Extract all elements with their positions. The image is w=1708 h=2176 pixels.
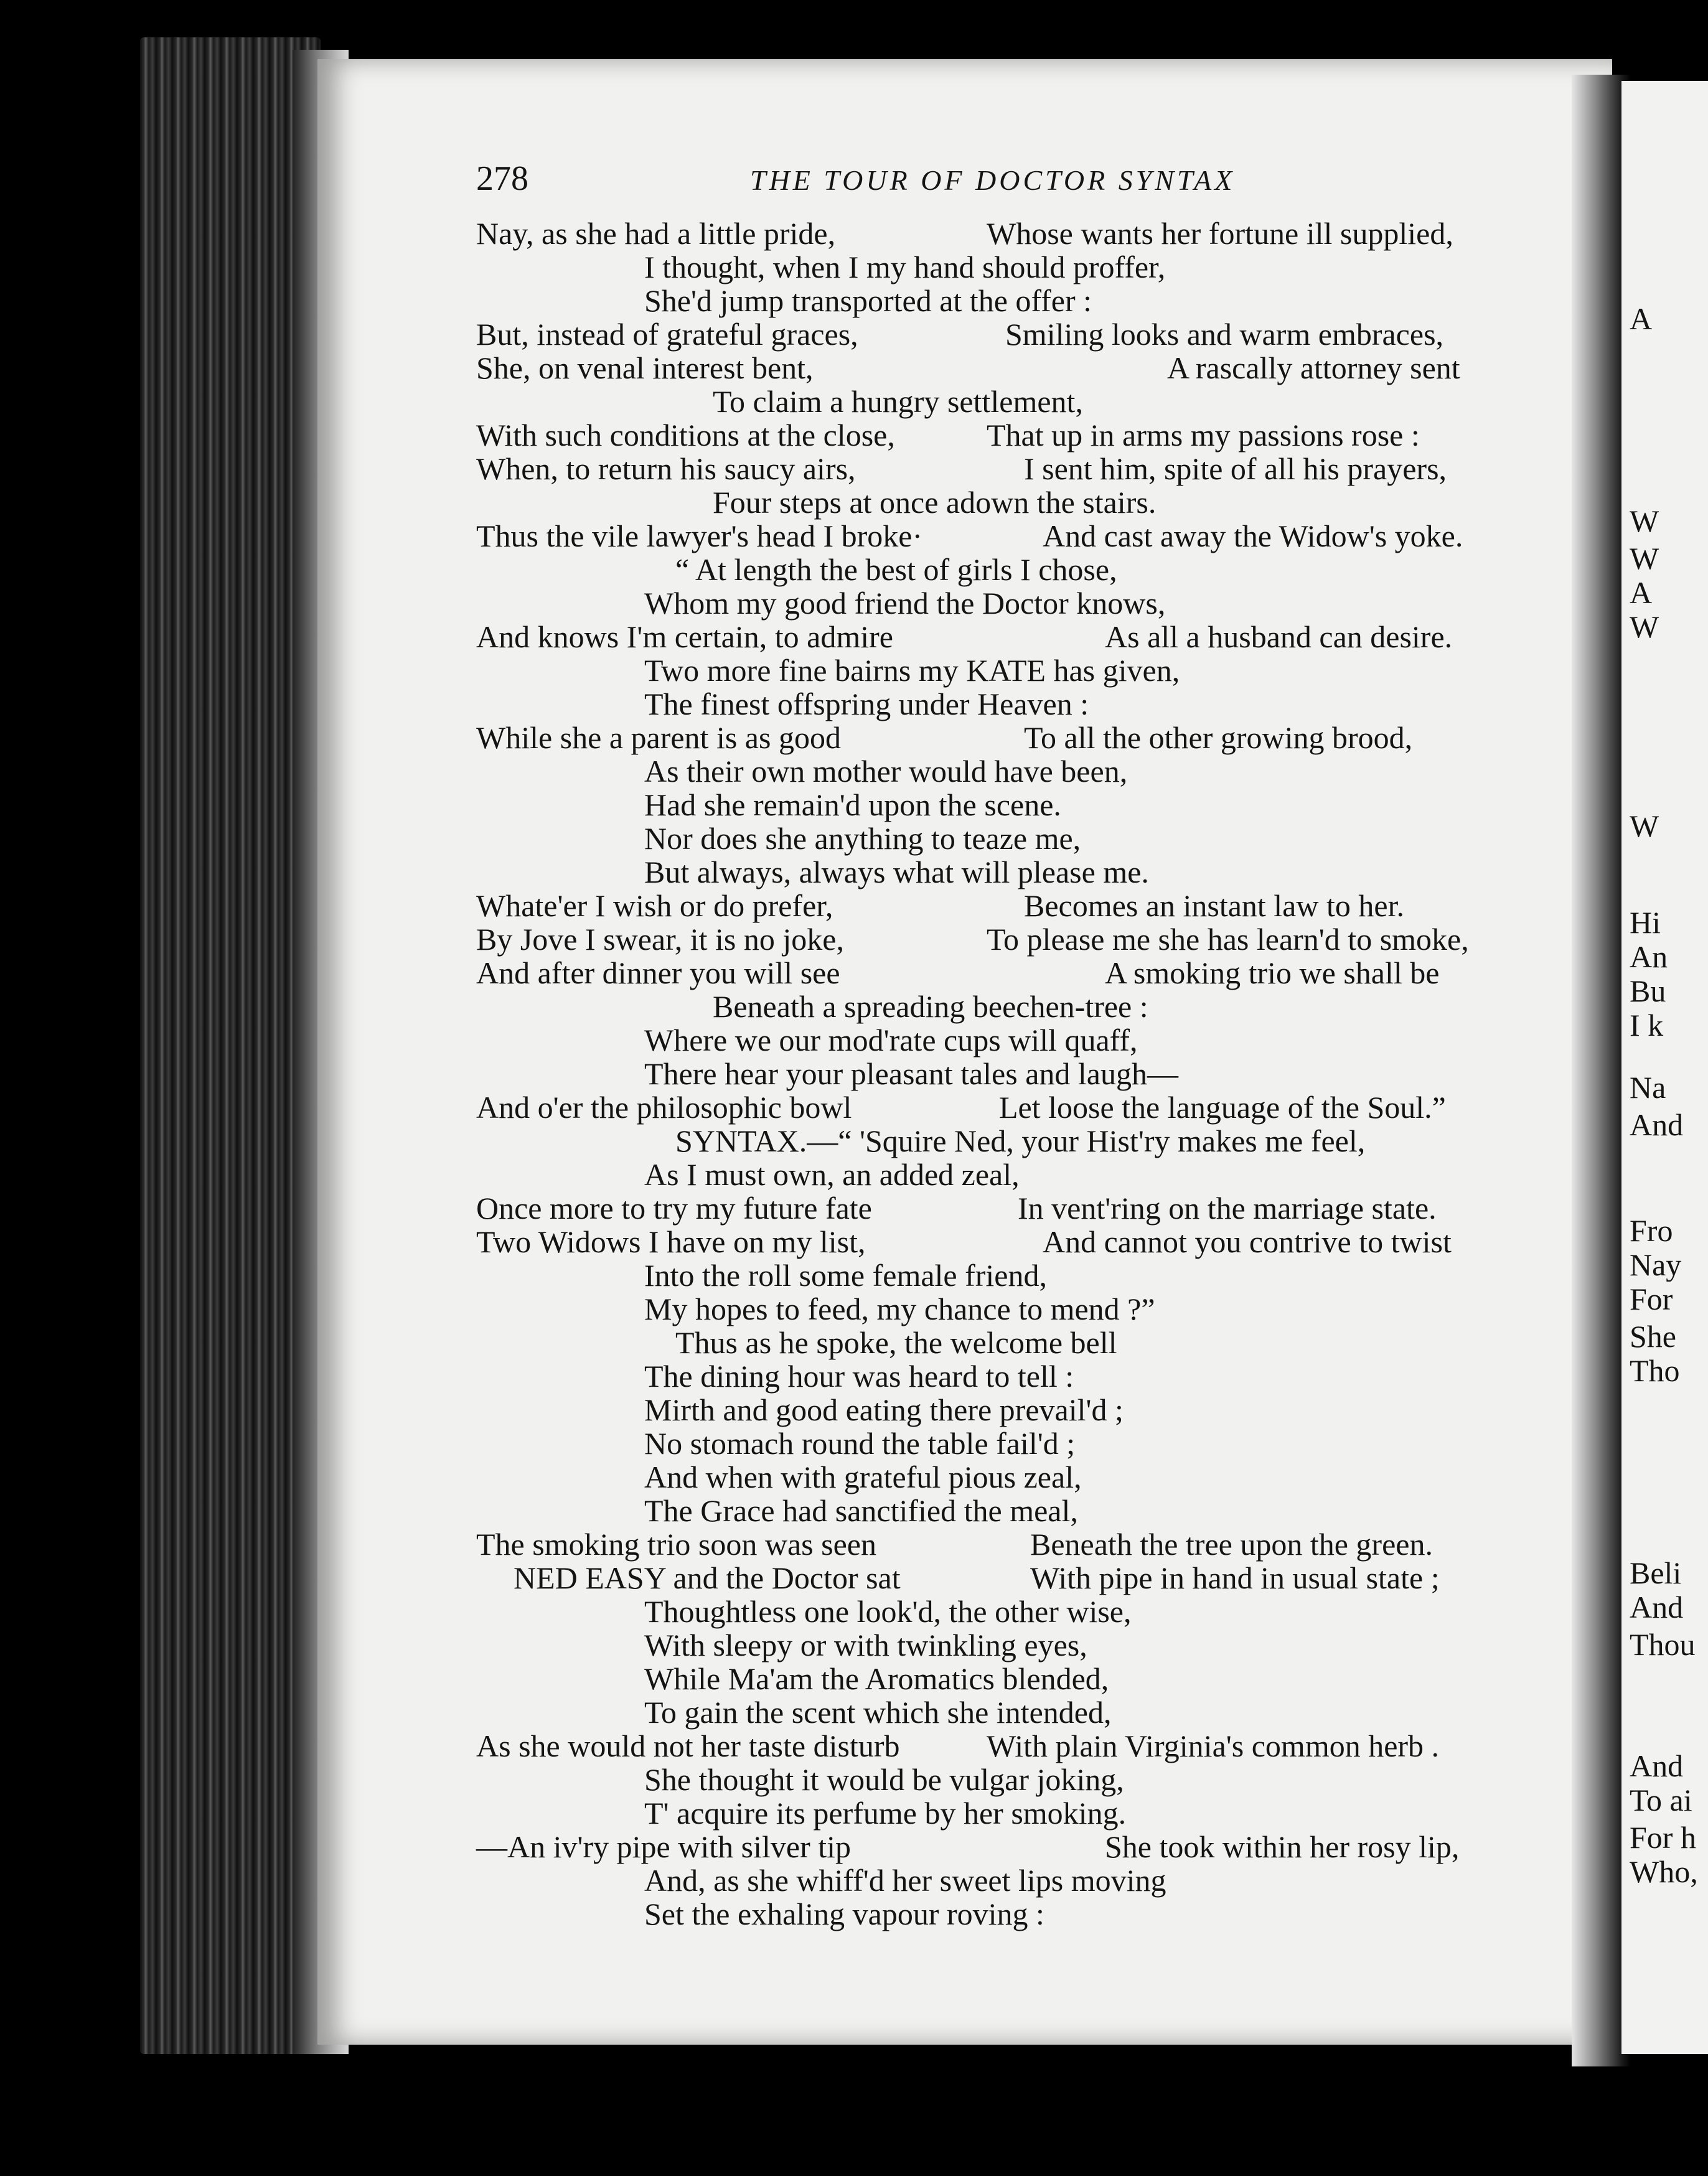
facing-page-line: And <box>1630 1108 1684 1142</box>
poem-line-second-half: In vent'ring on the marriage state. <box>1018 1191 1437 1226</box>
poem-line-text: But, instead of grateful graces, <box>476 317 858 352</box>
poem-line <box>476 385 1528 418</box>
poem-line-second-half: And cannot you contrive to twist <box>1043 1224 1452 1259</box>
poem-line <box>476 855 1528 889</box>
poem-line-text: While she a parent is as good <box>476 720 841 755</box>
poem-line-second-half: And cast away the Widow's yoke. <box>1043 518 1463 553</box>
poem-line-text: As I must own, an added zeal, <box>644 1157 1020 1192</box>
poem-line <box>476 1662 1528 1695</box>
facing-page-line: A <box>1630 302 1653 335</box>
poem-line <box>476 1897 1528 1931</box>
poem-line <box>476 956 1528 990</box>
poem-line-text: SYNTAX.—“ 'Squire Ned, your Hist'ry makes me feel, <box>675 1123 1366 1158</box>
poem-line <box>476 654 1528 687</box>
page-number: 278 <box>476 159 528 198</box>
facing-page-line: Nay <box>1630 1248 1682 1282</box>
poem-line <box>476 1864 1528 1897</box>
running-title: THE TOUR OF DOCTOR SYNTAX <box>750 164 1236 196</box>
poem-line-text: And knows I'm certain, to admire <box>476 619 893 654</box>
facing-page-line: Bu <box>1630 974 1666 1008</box>
poem-line-text: And o'er the philosophic bowl <box>476 1090 852 1125</box>
poem-line <box>476 1191 1528 1225</box>
facing-page-line: W <box>1630 542 1659 575</box>
facing-page-line: W <box>1630 504 1659 538</box>
poem-line <box>476 452 1528 485</box>
poem-line-text: Nay, as she had a little pride, <box>476 216 836 251</box>
poem-line-text: To gain the scent which she intended, <box>644 1695 1112 1730</box>
poem-line-text: Once more to try my future fate <box>476 1191 872 1226</box>
poem-line-text: The dining hour was heard to tell : <box>644 1359 1074 1394</box>
poem-line-text: By Jove I swear, it is no joke, <box>476 922 844 957</box>
poem-line-text: My hopes to feed, my chance to mend ?” <box>644 1292 1155 1326</box>
poem-line-text: NED EASY and the Doctor sat <box>514 1560 901 1595</box>
facing-page-line: Hi <box>1630 906 1661 939</box>
poem-line-second-half: Becomes an instant law to her. <box>1024 888 1404 923</box>
poem-line <box>476 922 1528 956</box>
poem-line-text: As she would not her taste disturb <box>476 1728 900 1763</box>
poem-line-text: Thus as he spoke, the welcome bell <box>675 1325 1117 1360</box>
poem-text <box>476 217 1528 1931</box>
poem-line <box>476 519 1528 553</box>
poem-line-second-half: As all a husband can desire. <box>1105 619 1453 654</box>
poem-line <box>476 586 1528 620</box>
poem-line-second-half: That up in arms my passions rose : <box>987 418 1420 453</box>
poem-line <box>476 1830 1528 1864</box>
poem-line <box>476 1124 1528 1158</box>
poem-line <box>476 1023 1528 1057</box>
poem-line <box>476 1460 1528 1494</box>
poem-line-text: No stomach round the table fail'd ; <box>644 1426 1076 1461</box>
facing-page-line: W <box>1630 610 1659 644</box>
poem-line-text: Mirth and good eating there prevail'd ; <box>644 1392 1124 1427</box>
poem-line-text: She thought it would be vulgar joking, <box>644 1762 1124 1797</box>
facing-page-line: For h <box>1630 1821 1696 1854</box>
poem-line <box>476 1561 1528 1595</box>
poem-line <box>476 1427 1528 1460</box>
poem-line <box>476 1628 1528 1662</box>
poem-line-second-half: To all the other growing brood, <box>1024 720 1413 755</box>
facing-page-line: She <box>1630 1320 1676 1353</box>
poem-line-text: As their own mother would have been, <box>644 754 1128 789</box>
facing-page-line: An <box>1630 940 1668 973</box>
poem-line <box>476 1158 1528 1191</box>
poem-line <box>476 687 1528 721</box>
poem-line-text: She, on venal interest bent, <box>476 350 814 385</box>
poem-line-second-half: She took within her rosy lip, <box>1105 1829 1460 1864</box>
poem-line-second-half: A rascally attorney sent <box>1167 350 1460 385</box>
facing-page-line: For <box>1630 1282 1673 1316</box>
poem-line-second-half: Smiling looks and warm embraces, <box>1005 317 1444 352</box>
poem-line-text: Two more fine bairns my KATE has given, <box>644 653 1180 688</box>
poem-line-text: I thought, when I my hand should proffer, <box>644 250 1166 284</box>
poem-line <box>476 1292 1528 1326</box>
poem-line-text: T' acquire its perfume by her smoking. <box>644 1796 1127 1831</box>
poem-line <box>476 217 1528 250</box>
facing-page-line: Beli <box>1630 1556 1682 1590</box>
poem-line <box>476 1494 1528 1527</box>
poem-line <box>476 418 1528 452</box>
poem-line-text: And after dinner you will see <box>476 955 840 990</box>
poem-line <box>476 1225 1528 1259</box>
poem-line-text: Thoughtless one look'd, the other wise, <box>644 1594 1132 1629</box>
poem-line <box>476 822 1528 855</box>
poem-line-text: Thus the vile lawyer's head I broke· <box>476 518 923 553</box>
facing-page-line: Thou <box>1630 1628 1696 1661</box>
poem-line-text: Set the exhaling vapour roving : <box>644 1897 1044 1931</box>
poem-line <box>476 1090 1528 1124</box>
poem-line-text: Nor does she anything to teaze me, <box>644 821 1081 856</box>
poem-line <box>476 754 1528 788</box>
poem-line <box>476 351 1528 385</box>
poem-line <box>476 1259 1528 1292</box>
facing-page-line: Na <box>1630 1071 1666 1104</box>
poem-line-text: Where we our mod'rate cups will quaff, <box>644 1023 1138 1058</box>
facing-page-line: Fro <box>1630 1214 1673 1247</box>
facing-page-line: And <box>1630 1590 1684 1624</box>
poem-line <box>476 889 1528 922</box>
poem-line-text: And, as she whiff'd her sweet lips moving <box>644 1863 1166 1898</box>
poem-line <box>476 553 1528 586</box>
poem-line <box>476 1057 1528 1090</box>
poem-line-text: “ At length the best of girls I chose, <box>675 552 1117 587</box>
poem-line <box>476 1595 1528 1628</box>
poem-line <box>476 485 1528 519</box>
poem-line-text: To claim a hungry settlement, <box>713 384 1083 419</box>
page-header <box>476 159 1528 209</box>
poem-line-second-half: Whose wants her fortune ill supplied, <box>987 216 1453 251</box>
poem-line-text: The Grace had sanctified the meal, <box>644 1493 1078 1528</box>
poem-line-text: While Ma'am the Aromatics blended, <box>644 1661 1109 1696</box>
poem-line-text: When, to return his saucy airs, <box>476 451 856 486</box>
poem-line-text: Four steps at once adown the stairs. <box>713 485 1157 520</box>
poem-line <box>476 1527 1528 1561</box>
facing-page-line: Who, <box>1630 1855 1698 1888</box>
poem-line-text: There hear your pleasant tales and laugh— <box>644 1056 1178 1091</box>
poem-line-second-half: With pipe in hand in usual state ; <box>1030 1560 1440 1595</box>
poem-line-text: But always, always what will please me. <box>644 855 1149 889</box>
poem-line-text: She'd jump transported at the offer : <box>644 283 1092 318</box>
poem-line <box>476 1326 1528 1359</box>
poem-line-text: —An iv'ry pipe with silver tip <box>476 1829 852 1864</box>
poem-line-text: Into the roll some female friend, <box>644 1258 1047 1293</box>
poem-line-text: Had she remain'd upon the scene. <box>644 787 1061 822</box>
poem-line <box>476 317 1528 351</box>
poem-line-text: Whom my good friend the Doctor knows, <box>644 586 1166 621</box>
poem-line <box>476 1729 1528 1763</box>
poem-line-text: Two Widows I have on my list, <box>476 1224 866 1259</box>
poem-line-text: With such conditions at the close, <box>476 418 895 453</box>
poem-line-second-half: A smoking trio we shall be <box>1105 955 1440 990</box>
poem-line-text: The smoking trio soon was seen <box>476 1527 876 1562</box>
poem-line-second-half: I sent him, spite of all his prayers, <box>1024 451 1447 486</box>
poem-line <box>476 721 1528 754</box>
poem-line <box>476 1796 1528 1830</box>
facing-page-line: A <box>1630 576 1653 609</box>
poem-line <box>476 1695 1528 1729</box>
poem-line <box>476 1359 1528 1393</box>
poem-line-text: Whate'er I wish or do prefer, <box>476 888 833 923</box>
facing-page-line: Tho <box>1630 1354 1680 1387</box>
facing-page-line: I k <box>1630 1008 1664 1042</box>
poem-line <box>476 990 1528 1023</box>
poem-line-text: With sleepy or with twinkling eyes, <box>644 1628 1087 1662</box>
poem-line-second-half: To please me she has learn'd to smoke, <box>987 922 1469 957</box>
facing-page-line: W <box>1630 809 1659 843</box>
poem-line-second-half: With plain Virginia's common herb . <box>987 1728 1440 1763</box>
poem-line <box>476 788 1528 822</box>
poem-line-text: Beneath a spreading beechen-tree : <box>713 989 1148 1024</box>
poem-line <box>476 284 1528 317</box>
poem-line-second-half: Beneath the tree upon the green. <box>1030 1527 1433 1562</box>
facing-page-line: And <box>1630 1749 1684 1783</box>
poem-line-text: The finest offspring under Heaven : <box>644 687 1089 721</box>
poem-line <box>476 1393 1528 1427</box>
poem-line-second-half: Let loose the language of the Soul.” <box>999 1090 1446 1125</box>
poem-line <box>476 620 1528 654</box>
facing-page-line: To ai <box>1630 1783 1692 1817</box>
poem-line <box>476 1763 1528 1796</box>
poem-line <box>476 250 1528 284</box>
poem-line-text: And when with grateful pious zeal, <box>644 1460 1082 1494</box>
